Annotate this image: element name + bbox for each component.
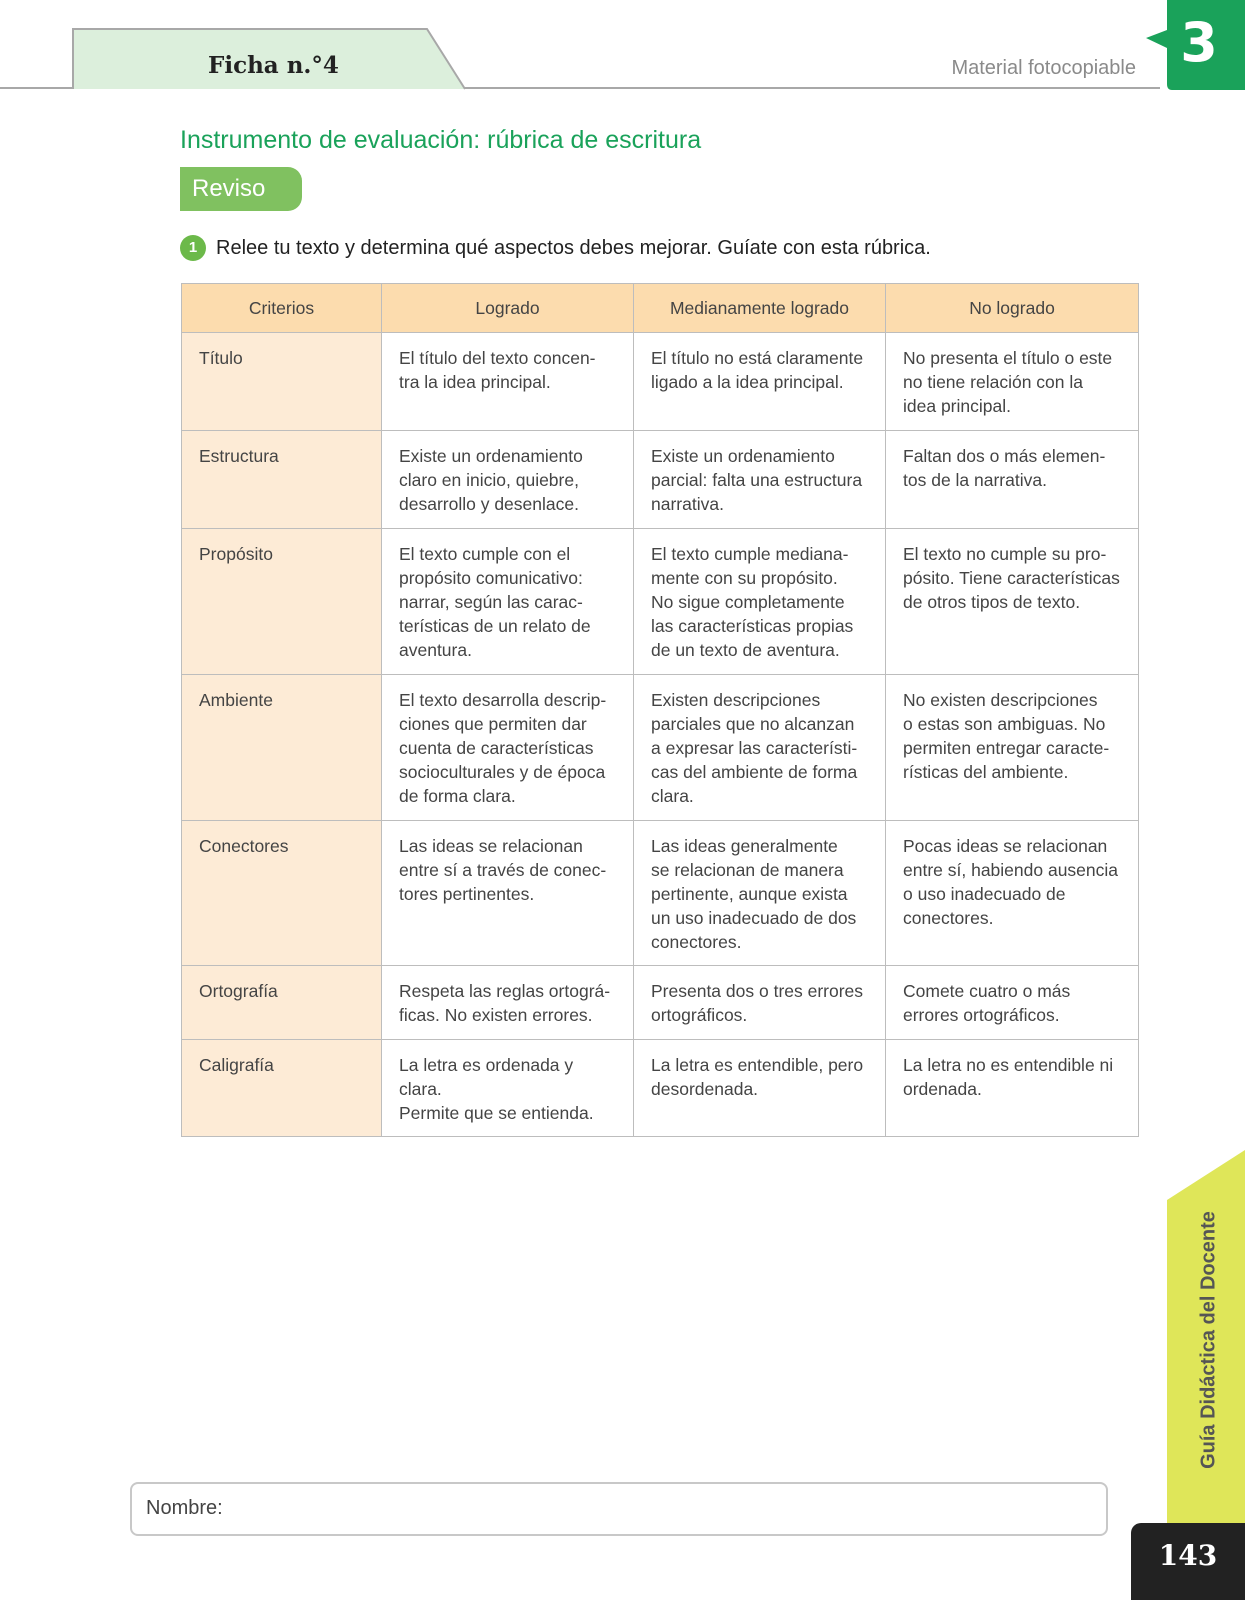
table-header-row [182,284,1139,333]
rubric-cell-logrado: Las ideas se relacionan entre sí a través de conec- tores pertinentes. [382,821,634,966]
table-row [182,333,1139,431]
rubric-cell-no-logrado: La letra no es entendible ni ordenada. [886,1040,1139,1137]
rubric-cell-no-logrado: Faltan dos o más elemen- tos de la narrativa. [886,431,1139,529]
header-logrado: Logrado [382,284,634,333]
rubric-cell-medianamente: El título no está claramente ligado a la idea principal. [634,333,886,431]
material-fotocopiable: Material fotocopiable [951,57,1136,79]
criterion-cell: Ortografía [182,966,382,1040]
rubric-cell-medianamente: El texto cumple mediana- mente con su propósito. No sigue completamente las características propias de un texto de aventura. [634,529,886,675]
instruction-text: Relee tu texto y determina qué aspectos debes mejorar. Guíate con esta rúbrica. [216,236,931,259]
rubric-cell-logrado: Existe un ordenamiento claro en inicio, quiebre, desarrollo y desenlace. [382,431,634,529]
rubric-cell-logrado: Respeta las reglas ortográ- ficas. No existen errores. [382,966,634,1040]
criterion-cell: Título [182,333,382,431]
criterion-cell: Estructura [182,431,382,529]
page-number-box [1131,1523,1245,1600]
rubric-cell-medianamente: Existen descripciones parciales que no alcanzan a expresar las característi- cas del ambiente de forma clara. [634,675,886,821]
header-criterios: Criterios [182,284,382,333]
page-title: Instrumento de evaluación: rúbrica de escritura [180,126,702,154]
header-medianamente-logrado: Medianamente logrado [634,284,886,333]
table-row [182,431,1139,529]
criterion-cell: Propósito [182,529,382,675]
rubric-cell-no-logrado: No presenta el título o este no tiene relación con la idea principal. [886,333,1139,431]
side-tab-label: Guía Didáctica del Docente [1197,1211,1220,1469]
rubric-cell-medianamente: Existe un ordenamiento parcial: falta una estructura narrativa. [634,431,886,529]
criterion-cell: Caligrafía [182,1040,382,1137]
criterion-cell: Ambiente [182,675,382,821]
chapter-badge [1160,0,1245,90]
rubric-cell-medianamente: Presenta dos o tres errores ortográficos. [634,966,886,1040]
instruction [180,235,931,261]
rubric-cell-medianamente: La letra es entendible, pero desordenada. [634,1040,886,1137]
table-row [182,821,1139,966]
table-row [182,1040,1139,1137]
rubric-cell-no-logrado: No existen descripciones o estas son ambiguas. No permiten entregar caracte- rísticas del ambiente. [886,675,1139,821]
rubric-cell-no-logrado: El texto no cumple su pro- pósito. Tiene características de otros tipos de texto. [886,529,1139,675]
ficha-tab [72,28,467,90]
name-field[interactable] [130,1482,1108,1536]
chapter-number: 3 [1180,11,1218,74]
table-row [182,966,1139,1040]
section-label: Reviso [180,167,302,211]
page-number: 143 [1158,1539,1218,1572]
rubric-cell-no-logrado: Comete cuatro o más errores ortográficos. [886,966,1139,1040]
rubric-body [182,333,1139,1137]
table-row [182,675,1139,821]
name-label: Nombre: [146,1497,223,1519]
rubric-cell-logrado: La letra es ordenada y clara. Permite que se entienda. [382,1040,634,1137]
rubric-table [181,283,1139,1137]
rubric-cell-logrado: El título del texto concen- tra la idea principal. [382,333,634,431]
ficha-label: Ficha n.°4 [208,52,339,79]
criterion-cell: Conectores [182,821,382,966]
rubric-cell-medianamente: Las ideas generalmente se relacionan de manera pertinente, aunque exista un uso inadecuado de dos conectores. [634,821,886,966]
rubric-cell-logrado: El texto desarrolla descrip- ciones que permiten dar cuenta de características socioculturales y de época de forma clara. [382,675,634,821]
rubric-cell-no-logrado: Pocas ideas se relacionan entre sí, habiendo ausencia o uso inadecuado de conectores. [886,821,1139,966]
instruction-number: 1 [180,235,206,261]
rubric-cell-logrado: El texto cumple con el propósito comunicativo: narrar, según las carac- terísticas de un relato de aventura. [382,529,634,675]
header-no-logrado: No logrado [886,284,1139,333]
table-row [182,529,1139,675]
